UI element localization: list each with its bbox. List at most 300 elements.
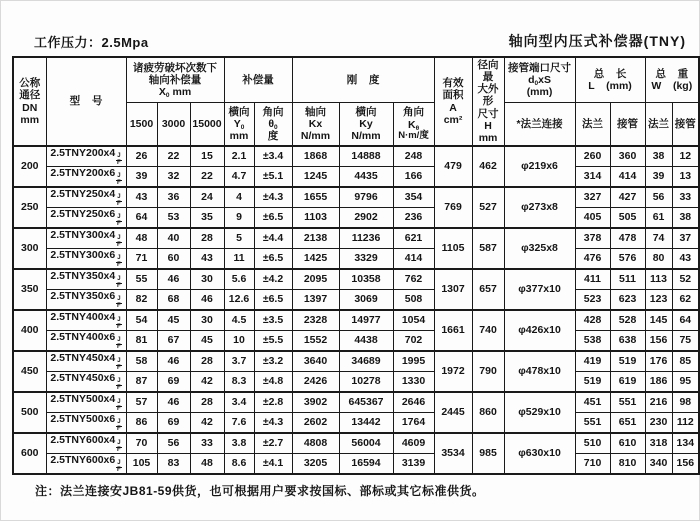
model-suffix-jf: $\frac{J}{F}$ [117,337,121,350]
model-suffix-jf: $\frac{J}{F}$ [117,276,121,289]
cell-model [46,228,126,249]
cell-ky: 11236 [339,228,393,249]
cell-x15000: 15 [190,146,224,167]
cell-length-pipe: 623 [610,290,645,311]
cell-y0: 5 [224,228,254,249]
cell-ky: 4435 [339,167,393,188]
cell-x1500: 87 [126,372,157,393]
cell-x15000: 42 [190,372,224,393]
cell-kx: 1245 [292,167,339,188]
cell-h-dim: 860 [472,392,504,433]
cell-kx: 1397 [292,290,339,311]
cell-length-flange: 327 [575,187,610,208]
cell-area: 1307 [434,269,472,310]
cell-length-pipe: 360 [610,146,645,167]
cell-x3000: 67 [157,331,190,352]
cell-weight-flange: 123 [645,290,672,311]
cell-kx: 2426 [292,372,339,393]
cell-x15000: 45 [190,331,224,352]
cell-x3000: 53 [157,208,190,229]
cell-weight-pipe: 37 [672,228,699,249]
cell-ktheta: 414 [393,249,434,270]
cell-model [46,310,126,331]
header-weight-pipe: 接管 [672,103,699,147]
cell-weight-flange: 61 [645,208,672,229]
cell-h-dim: 740 [472,310,504,351]
model-label: 2.5TNY200x4 [50,147,116,159]
cell-x15000: 24 [190,187,224,208]
cell-x3000: 22 [157,146,190,167]
header-cycle-15000: 15000 [190,103,224,147]
cell-ktheta: 166 [393,167,434,188]
cell-dn: 350 [13,269,46,310]
cell-length-pipe: 551 [610,392,645,413]
cell-model [46,392,126,413]
cell-length-flange: 538 [575,331,610,352]
cell-y0: 8.3 [224,372,254,393]
header-fatigue: 诸疲劳破坏次数下 轴向补偿量 $X_0$ mm [126,57,224,103]
cell-length-flange: 523 [575,290,610,311]
model-suffix-jf: $\frac{J}{F}$ [117,378,121,391]
cell-weight-flange: 145 [645,310,672,331]
cell-dn: 600 [13,433,46,474]
cell-ktheta: 4609 [393,433,434,454]
cell-h-dim: 790 [472,351,504,392]
cell-length-pipe: 528 [610,310,645,331]
top-bar [12,31,688,56]
cell-area: 2445 [434,392,472,433]
cell-ky: 14888 [339,146,393,167]
cell-port-size: φ273x8 [504,187,575,228]
page-title: 轴向型内压式补偿器(TNY) [508,33,686,49]
cell-model [46,146,126,167]
cell-kx: 1425 [292,249,339,270]
cell-length-flange: 378 [575,228,610,249]
cell-model [46,454,126,475]
cell-y0: 2.1 [224,146,254,167]
cell-weight-pipe: 38 [672,208,699,229]
cell-weight-pipe: 12 [672,146,699,167]
header-compensation: 补偿量 [224,57,292,103]
cell-kx: 2328 [292,310,339,331]
model-suffix-jf: $\frac{J}{F}$ [117,173,121,186]
cell-length-pipe: 610 [610,433,645,454]
cell-model [46,433,126,454]
cell-x3000: 56 [157,433,190,454]
header-port-size: 接管端口尺寸 $d_0xS$ (mm) [504,57,575,103]
cell-h-dim: 657 [472,269,504,310]
cell-ky: 3069 [339,290,393,311]
cell-x3000: 68 [157,290,190,311]
cell-theta0: ±4.2 [254,269,292,290]
model-label: 2.5TNY300x6 [50,249,116,261]
cell-x1500: 58 [126,351,157,372]
cell-y0: 11 [224,249,254,270]
cell-theta0: ±3.2 [254,351,292,372]
header-angular-theta0: 角向 $\theta_0$ 度 [254,103,292,147]
cell-y0: 5.6 [224,269,254,290]
model-suffix-jf: $\frac{J}{F}$ [117,255,121,268]
cell-x1500: 86 [126,413,157,434]
cell-weight-pipe: 156 [672,454,699,475]
cell-kx: 3902 [292,392,339,413]
cell-length-flange: 551 [575,413,610,434]
model-suffix-jf: $\frac{J}{F}$ [117,214,121,227]
cell-model [46,351,126,372]
cell-ktheta: 236 [393,208,434,229]
cell-x15000: 46 [190,290,224,311]
cell-x15000: 22 [190,167,224,188]
model-label: 2.5TNY400x6 [50,331,116,343]
cell-theta0: ±4.3 [254,187,292,208]
header-model: 型 号 [46,57,126,146]
cell-length-pipe: 576 [610,249,645,270]
cell-weight-flange: 38 [645,146,672,167]
cell-ktheta: 508 [393,290,434,311]
cell-x15000: 35 [190,208,224,229]
cell-y0: 3.7 [224,351,254,372]
model-suffix-jf: $\frac{J}{F}$ [117,440,121,453]
cell-kx: 1103 [292,208,339,229]
cell-length-pipe: 427 [610,187,645,208]
cell-ktheta: 762 [393,269,434,290]
cell-x3000: 45 [157,310,190,331]
spec-table-body [13,146,699,474]
header-lateral-y0: 横向 $Y_0$ mm [224,103,254,147]
header-area: 有效 面积 A cm² [434,57,472,146]
cell-length-pipe: 651 [610,413,645,434]
cell-length-pipe: 519 [610,351,645,372]
cell-length-flange: 519 [575,372,610,393]
cell-x1500: 55 [126,269,157,290]
cell-length-pipe: 478 [610,228,645,249]
cell-ktheta: 1054 [393,310,434,331]
cell-length-flange: 260 [575,146,610,167]
cell-kx: 3205 [292,454,339,475]
cell-weight-pipe: 95 [672,372,699,393]
cell-weight-flange: 176 [645,351,672,372]
cell-area: 3534 [434,433,472,474]
cell-model [46,372,126,393]
cell-x3000: 36 [157,187,190,208]
cell-x1500: 54 [126,310,157,331]
cell-theta0: ±6.5 [254,208,292,229]
cell-dn: 250 [13,187,46,228]
cell-dn: 400 [13,310,46,351]
cell-h-dim: 527 [472,187,504,228]
header-total-length: 总 长 L (mm) [575,57,645,103]
cell-x15000: 30 [190,269,224,290]
model-label: 2.5TNY450x6 [50,372,116,384]
cell-dn: 200 [13,146,46,187]
cell-x1500: 82 [126,290,157,311]
header-ky: 横向 Ky N/mm [339,103,393,147]
model-label: 2.5TNY200x6 [50,167,116,179]
cell-weight-flange: 216 [645,392,672,413]
cell-theta0: ±6.5 [254,290,292,311]
cell-x3000: 60 [157,249,190,270]
cell-length-flange: 710 [575,454,610,475]
cell-x1500: 43 [126,187,157,208]
cell-ky: 2902 [339,208,393,229]
cell-weight-flange: 230 [645,413,672,434]
cell-length-pipe: 638 [610,331,645,352]
cell-x15000: 30 [190,310,224,331]
cell-length-pipe: 505 [610,208,645,229]
cell-x15000: 28 [190,351,224,372]
header-length-pipe: 接管 [610,103,645,147]
model-label: 2.5TNY500x6 [50,413,116,425]
cell-length-flange: 428 [575,310,610,331]
cell-model [46,208,126,229]
cell-x3000: 46 [157,392,190,413]
model-label: 2.5TNY400x4 [50,311,116,323]
cell-x3000: 69 [157,372,190,393]
cell-ky: 645367 [339,392,393,413]
cell-weight-flange: 113 [645,269,672,290]
cell-weight-pipe: 112 [672,413,699,434]
cell-port-size: φ630x10 [504,433,575,474]
model-label: 2.5TNY300x4 [50,229,116,241]
cell-model [46,269,126,290]
model-label: 2.5TNY500x4 [50,393,116,405]
cell-x1500: 81 [126,331,157,352]
cell-model [46,249,126,270]
cell-length-flange: 476 [575,249,610,270]
cell-theta0: ±6.5 [254,249,292,270]
model-label: 2.5TNY350x4 [50,270,116,282]
cell-length-flange: 405 [575,208,610,229]
header-total-weight: 总 重 W (kg) [645,57,699,103]
cell-x15000: 28 [190,392,224,413]
cell-area: 1105 [434,228,472,269]
cell-y0: 3.8 [224,433,254,454]
cell-kx: 4808 [292,433,339,454]
cell-weight-pipe: 62 [672,290,699,311]
cell-x3000: 69 [157,413,190,434]
model-suffix-jf: $\frac{J}{F}$ [117,317,121,330]
header-cycle-1500: 1500 [126,103,157,147]
cell-kx: 1655 [292,187,339,208]
cell-weight-flange: 156 [645,331,672,352]
cell-x1500: 39 [126,167,157,188]
cell-x3000: 46 [157,269,190,290]
cell-y0: 9 [224,208,254,229]
cell-area: 479 [434,146,472,187]
cell-area: 769 [434,187,472,228]
cell-ktheta: 248 [393,146,434,167]
cell-weight-flange: 74 [645,228,672,249]
model-suffix-jf: $\frac{J}{F}$ [117,296,121,309]
cell-theta0: ±2.7 [254,433,292,454]
header-kx: 轴向 Kx N/mm [292,103,339,147]
cell-ktheta: 1764 [393,413,434,434]
cell-length-flange: 314 [575,167,610,188]
cell-kx: 1868 [292,146,339,167]
cell-weight-pipe: 75 [672,331,699,352]
header-cycle-3000: 3000 [157,103,190,147]
cell-dn: 450 [13,351,46,392]
cell-ktheta: 702 [393,331,434,352]
cell-length-pipe: 414 [610,167,645,188]
cell-theta0: ±3.4 [254,146,292,167]
cell-theta0: ±2.8 [254,392,292,413]
cell-ky: 16594 [339,454,393,475]
cell-ky: 56004 [339,433,393,454]
cell-dn: 500 [13,392,46,433]
cell-h-dim: 587 [472,228,504,269]
cell-weight-flange: 340 [645,454,672,475]
cell-y0: 10 [224,331,254,352]
cell-weight-flange: 39 [645,167,672,188]
spec-table [12,56,700,475]
cell-area: 1661 [434,310,472,351]
model-suffix-jf: $\frac{J}{F}$ [117,460,121,473]
cell-weight-pipe: 64 [672,310,699,331]
cell-ky: 10278 [339,372,393,393]
cell-theta0: ±4.4 [254,228,292,249]
header-h-dim: 径向最 大外形 尺寸 H mm [472,57,504,146]
cell-weight-flange: 80 [645,249,672,270]
cell-length-pipe: 810 [610,454,645,475]
header-weight-flange: 法兰 [645,103,672,147]
cell-kx: 2602 [292,413,339,434]
cell-kx: 3640 [292,351,339,372]
cell-weight-pipe: 85 [672,351,699,372]
cell-y0: 12.6 [224,290,254,311]
cell-weight-pipe: 43 [672,249,699,270]
model-label: 2.5TNY250x6 [50,208,116,220]
cell-ky: 13442 [339,413,393,434]
cell-area: 1972 [434,351,472,392]
header-flange-connection: *法兰连接 [504,103,575,147]
cell-x3000: 32 [157,167,190,188]
cell-x15000: 42 [190,413,224,434]
cell-x15000: 43 [190,249,224,270]
cell-x3000: 40 [157,228,190,249]
cell-kx: 2095 [292,269,339,290]
cell-kx: 2138 [292,228,339,249]
cell-model [46,331,126,352]
cell-x3000: 83 [157,454,190,475]
cell-x1500: 48 [126,228,157,249]
cell-port-size: φ219x6 [504,146,575,187]
cell-ky: 9796 [339,187,393,208]
cell-y0: 8.6 [224,454,254,475]
cell-port-size: φ325x8 [504,228,575,269]
pressure-label: 工作压力：2.5Mpa [34,35,149,50]
cell-x1500: 26 [126,146,157,167]
cell-x1500: 57 [126,392,157,413]
cell-ky: 4438 [339,331,393,352]
cell-length-flange: 411 [575,269,610,290]
cell-theta0: ±5.5 [254,331,292,352]
cell-ky: 3329 [339,249,393,270]
footnote: 注：法兰连接安JB81-59供货，也可根据用户要求按国标、部标或其它标准供货。 [35,484,485,498]
cell-ky: 34689 [339,351,393,372]
model-label: 2.5TNY350x6 [50,290,116,302]
cell-weight-pipe: 13 [672,167,699,188]
cell-length-pipe: 619 [610,372,645,393]
cell-kx: 1552 [292,331,339,352]
cell-theta0: ±5.1 [254,167,292,188]
model-suffix-jf: $\frac{J}{F}$ [117,358,121,371]
cell-ktheta: 1995 [393,351,434,372]
cell-ktheta: 1330 [393,372,434,393]
model-suffix-jf: $\frac{J}{F}$ [117,235,121,248]
cell-weight-pipe: 52 [672,269,699,290]
cell-model [46,290,126,311]
cell-h-dim: 462 [472,146,504,187]
cell-x15000: 28 [190,228,224,249]
cell-x15000: 48 [190,454,224,475]
cell-theta0: ±4.1 [254,454,292,475]
cell-x1500: 70 [126,433,157,454]
model-suffix-jf: $\frac{J}{F}$ [117,419,121,432]
cell-weight-flange: 56 [645,187,672,208]
header-dn: 公称 通径 DN mm [13,57,46,146]
model-label: 2.5TNY600x4 [50,434,116,446]
cell-weight-pipe: 98 [672,392,699,413]
cell-weight-pipe: 134 [672,433,699,454]
cell-ktheta: 2646 [393,392,434,413]
cell-model [46,167,126,188]
cell-length-flange: 510 [575,433,610,454]
cell-ky: 10358 [339,269,393,290]
cell-x1500: 64 [126,208,157,229]
cell-model [46,413,126,434]
header-length-flange: 法兰 [575,103,610,147]
cell-h-dim: 985 [472,433,504,474]
page [1,1,699,499]
model-suffix-jf: $\frac{J}{F}$ [117,153,121,166]
model-label: 2.5TNY600x6 [50,454,116,466]
cell-port-size: φ478x10 [504,351,575,392]
cell-length-flange: 451 [575,392,610,413]
cell-ktheta: 354 [393,187,434,208]
cell-y0: 4.5 [224,310,254,331]
model-suffix-jf: $\frac{J}{F}$ [117,399,121,412]
model-label: 2.5TNY450x4 [50,352,116,364]
cell-port-size: φ529x10 [504,392,575,433]
model-label: 2.5TNY250x4 [50,188,116,200]
cell-port-size: φ377x10 [504,269,575,310]
cell-x15000: 33 [190,433,224,454]
cell-length-flange: 419 [575,351,610,372]
cell-weight-flange: 186 [645,372,672,393]
cell-theta0: ±4.8 [254,372,292,393]
cell-theta0: ±4.3 [254,413,292,434]
cell-x1500: 105 [126,454,157,475]
cell-ktheta: 621 [393,228,434,249]
cell-weight-pipe: 33 [672,187,699,208]
cell-y0: 4 [224,187,254,208]
cell-y0: 7.6 [224,413,254,434]
cell-dn: 300 [13,228,46,269]
header-stiffness: 刚 度 [292,57,434,103]
model-suffix-jf: $\frac{J}{F}$ [117,194,121,207]
cell-model [46,187,126,208]
cell-weight-flange: 318 [645,433,672,454]
header-ktheta: 角向 $K_\theta$ N·m/度 [393,103,434,147]
cell-port-size: φ426x10 [504,310,575,351]
cell-theta0: ±3.5 [254,310,292,331]
cell-x3000: 46 [157,351,190,372]
cell-y0: 4.7 [224,167,254,188]
cell-ky: 14977 [339,310,393,331]
cell-length-pipe: 511 [610,269,645,290]
cell-y0: 3.4 [224,392,254,413]
